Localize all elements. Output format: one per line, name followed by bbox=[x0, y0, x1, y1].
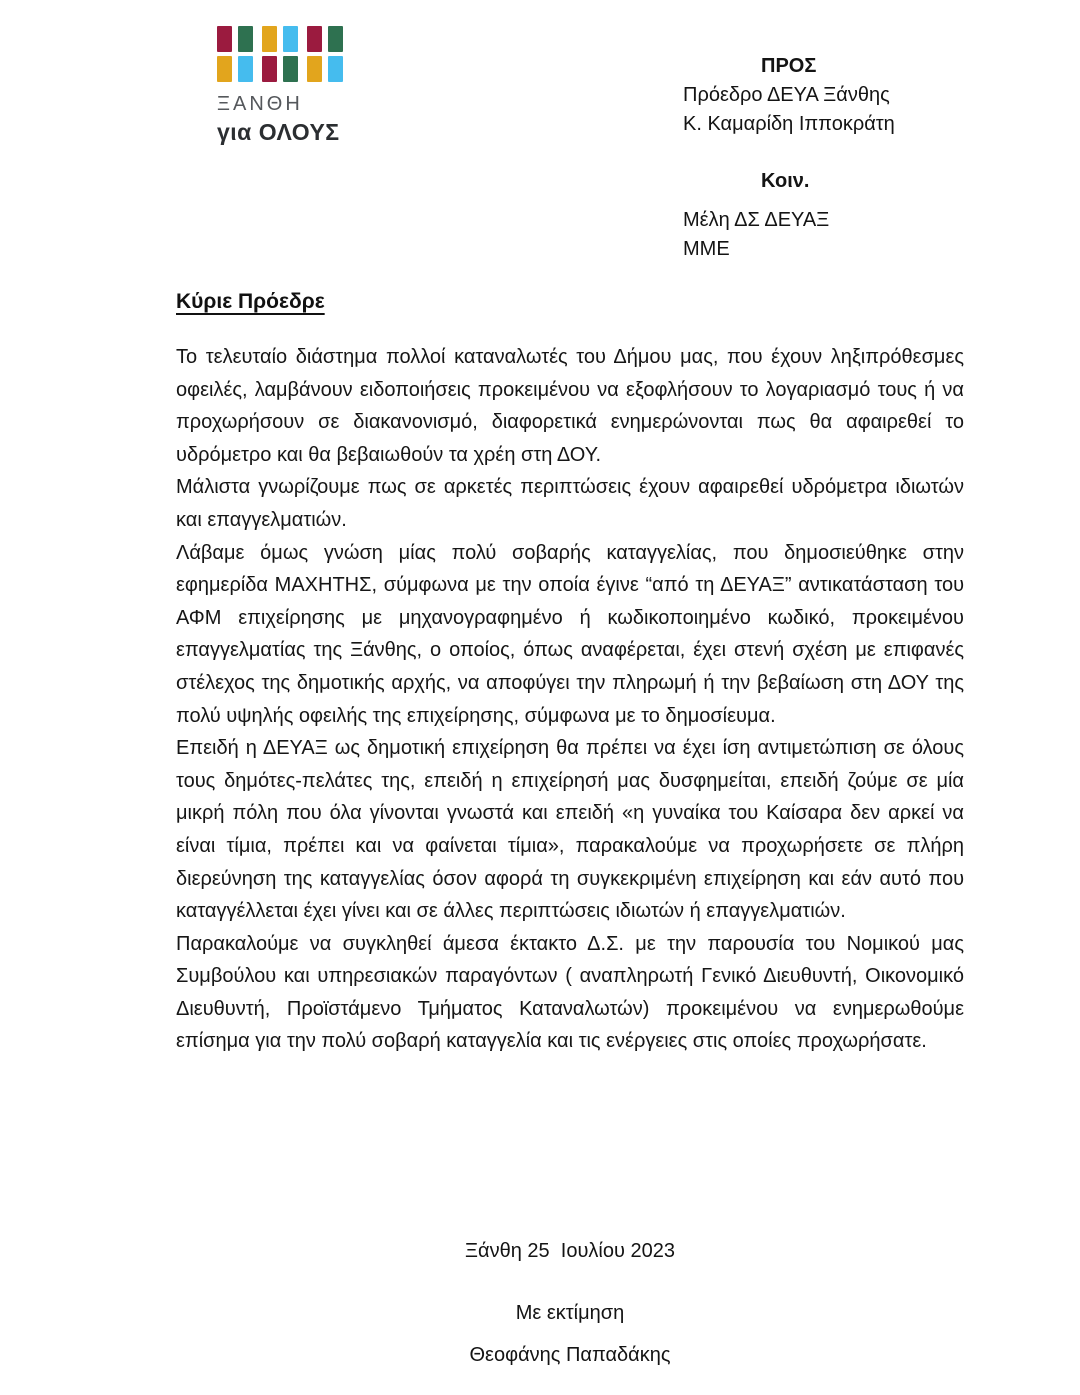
logo-tile bbox=[307, 56, 322, 82]
party-logo bbox=[217, 26, 343, 146]
letter-paragraph: Λάβαμε όμως γνώση μίας πολύ σοβαρής καταγγελίας, που δημοσιεύθηκε στην εφημερίδα ΜΑΧΗΤΗΣ, σύμφωνα με την οποία έγινε “από τη ΔΕΥΑΞ” αντικατάσταση του ΑΦΜ επιχείρησης με μηχανογραφημένο ή κωδικοποιημένο κωδικό, προκειμένου επαγγελματίας της Ξάνθης, ο οποίος, όπως αναφέρεται, έχει στενή σχέση με επιφανές στέλεχος της δημοτικής αρχής, να αποφύγει την πληρωμή ή την βεβαίωση στη ΔΟΥ της πολύ υψηλής οφειλής της επιχείρησης, σύμφωνα με το δημοσίευμα. bbox=[176, 541, 964, 727]
logo-tile bbox=[262, 26, 277, 52]
letter-body bbox=[176, 341, 964, 1058]
logo-tile-group bbox=[307, 26, 343, 82]
letter-paragraph: Το τελευταίο διάστημα πολλοί καταναλωτές του Δήμου μας, που έχουν ληξιπρόθεσμες οφειλές, λαμβάνουν ειδοποιήσεις προκειμένου να εξοφλήσουν το λογαριασμό τους ή να προχωρήσουν σε διακανονισμό, διαφορετικά ενημερώνονται πως θα αφαιρεθεί το υδρόμετρο και θα βεβαιωθούν τα χρέη στη ΔΟΥ. bbox=[176, 346, 964, 466]
logo-tile-group bbox=[217, 26, 253, 82]
logo-tile bbox=[238, 56, 253, 82]
logo-subtitle: για ΟΛΟΥΣ bbox=[217, 119, 340, 145]
to-line: Πρόεδρο ΔΕΥΑ Ξάνθης bbox=[683, 84, 890, 106]
letter-closing: Με εκτίμηση bbox=[515, 1302, 625, 1324]
logo-tile bbox=[283, 56, 298, 82]
logo-tile bbox=[328, 26, 343, 52]
cc-line: Μέλη ΔΣ ΔΕΥΑΞ bbox=[683, 209, 830, 231]
logo-tile bbox=[283, 26, 298, 52]
logo-tile bbox=[217, 56, 232, 82]
logo-tile bbox=[217, 26, 232, 52]
cc-label: Κοιν. bbox=[761, 170, 810, 192]
logo-tile bbox=[238, 26, 253, 52]
to-line: Κ. Καμαρίδη Ιπποκράτη bbox=[683, 113, 895, 135]
recipient-block bbox=[683, 52, 895, 264]
letter-paragraph: Επειδή η ΔΕΥΑΞ ως δημοτική επιχείρηση θα πρέπει να έχει ίση αντιμετώπιση σε όλους τους δημότες-πελάτες της, επειδή η επιχείρησή μας δυσφημείται, επειδή ζούμε σε μία μικρή πόλη που όλα γίνονται γνωστά και επειδή «η γυναίκα του Καίσαρα δεν αρκεί να είναι τίμια, πρέπει και να φαίνεται τίμια», παρακαλούμε να προχωρήσετε σε πλήρη διερεύνηση της καταγγελίας όσον αφορά τη συγκεκριμένη επιχείρηση και εάν αυτό που καταγγέλλεται έχει γίνει και σε άλλες περιπτώσεις ιδιωτών ή επαγγελματιών. bbox=[176, 737, 964, 923]
logo-tile-group bbox=[262, 26, 298, 82]
logo-tiles bbox=[217, 26, 343, 82]
logo-tile bbox=[262, 56, 277, 82]
letter-date: Ξάνθη 25 Ιουλίου 2023 bbox=[465, 1240, 675, 1262]
logo-tile bbox=[307, 26, 322, 52]
letter-paragraph: Μάλιστα γνωρίζουμε πως σε αρκετές περιπτώσεις έχουν αφαιρεθεί υδρόμετρα ιδιωτών και επαγγελματιών. bbox=[176, 476, 964, 531]
salutation: Κύριε Πρόεδρε bbox=[176, 290, 325, 313]
logo-tile bbox=[328, 56, 343, 82]
signature-name: Θεοφάνης Παπαδάκης bbox=[469, 1344, 671, 1366]
logo-title: ΞΑΝΘΗ bbox=[217, 93, 303, 115]
letter-paragraph: Παρακαλούμε να συγκληθεί άμεσα έκτακτο Δ.Σ. με την παρουσία του Νομικού μας Συμβούλου και υπηρεσιακών παραγόντων ( αναπληρωτή Γενικό Διευθυντή, Οικονομικό Διευθυντή, Προϊστάμενο Τμήματος Καταναλωτών) προκειμένου να ενημερωθούμε επίσημα για την πολύ σοβαρή καταγγελία και τις ενέργειες στις οποίες προχωρήσατε. bbox=[176, 932, 964, 1053]
to-label: ΠΡΟΣ bbox=[761, 55, 817, 77]
cc-line: ΜΜΕ bbox=[683, 238, 730, 260]
